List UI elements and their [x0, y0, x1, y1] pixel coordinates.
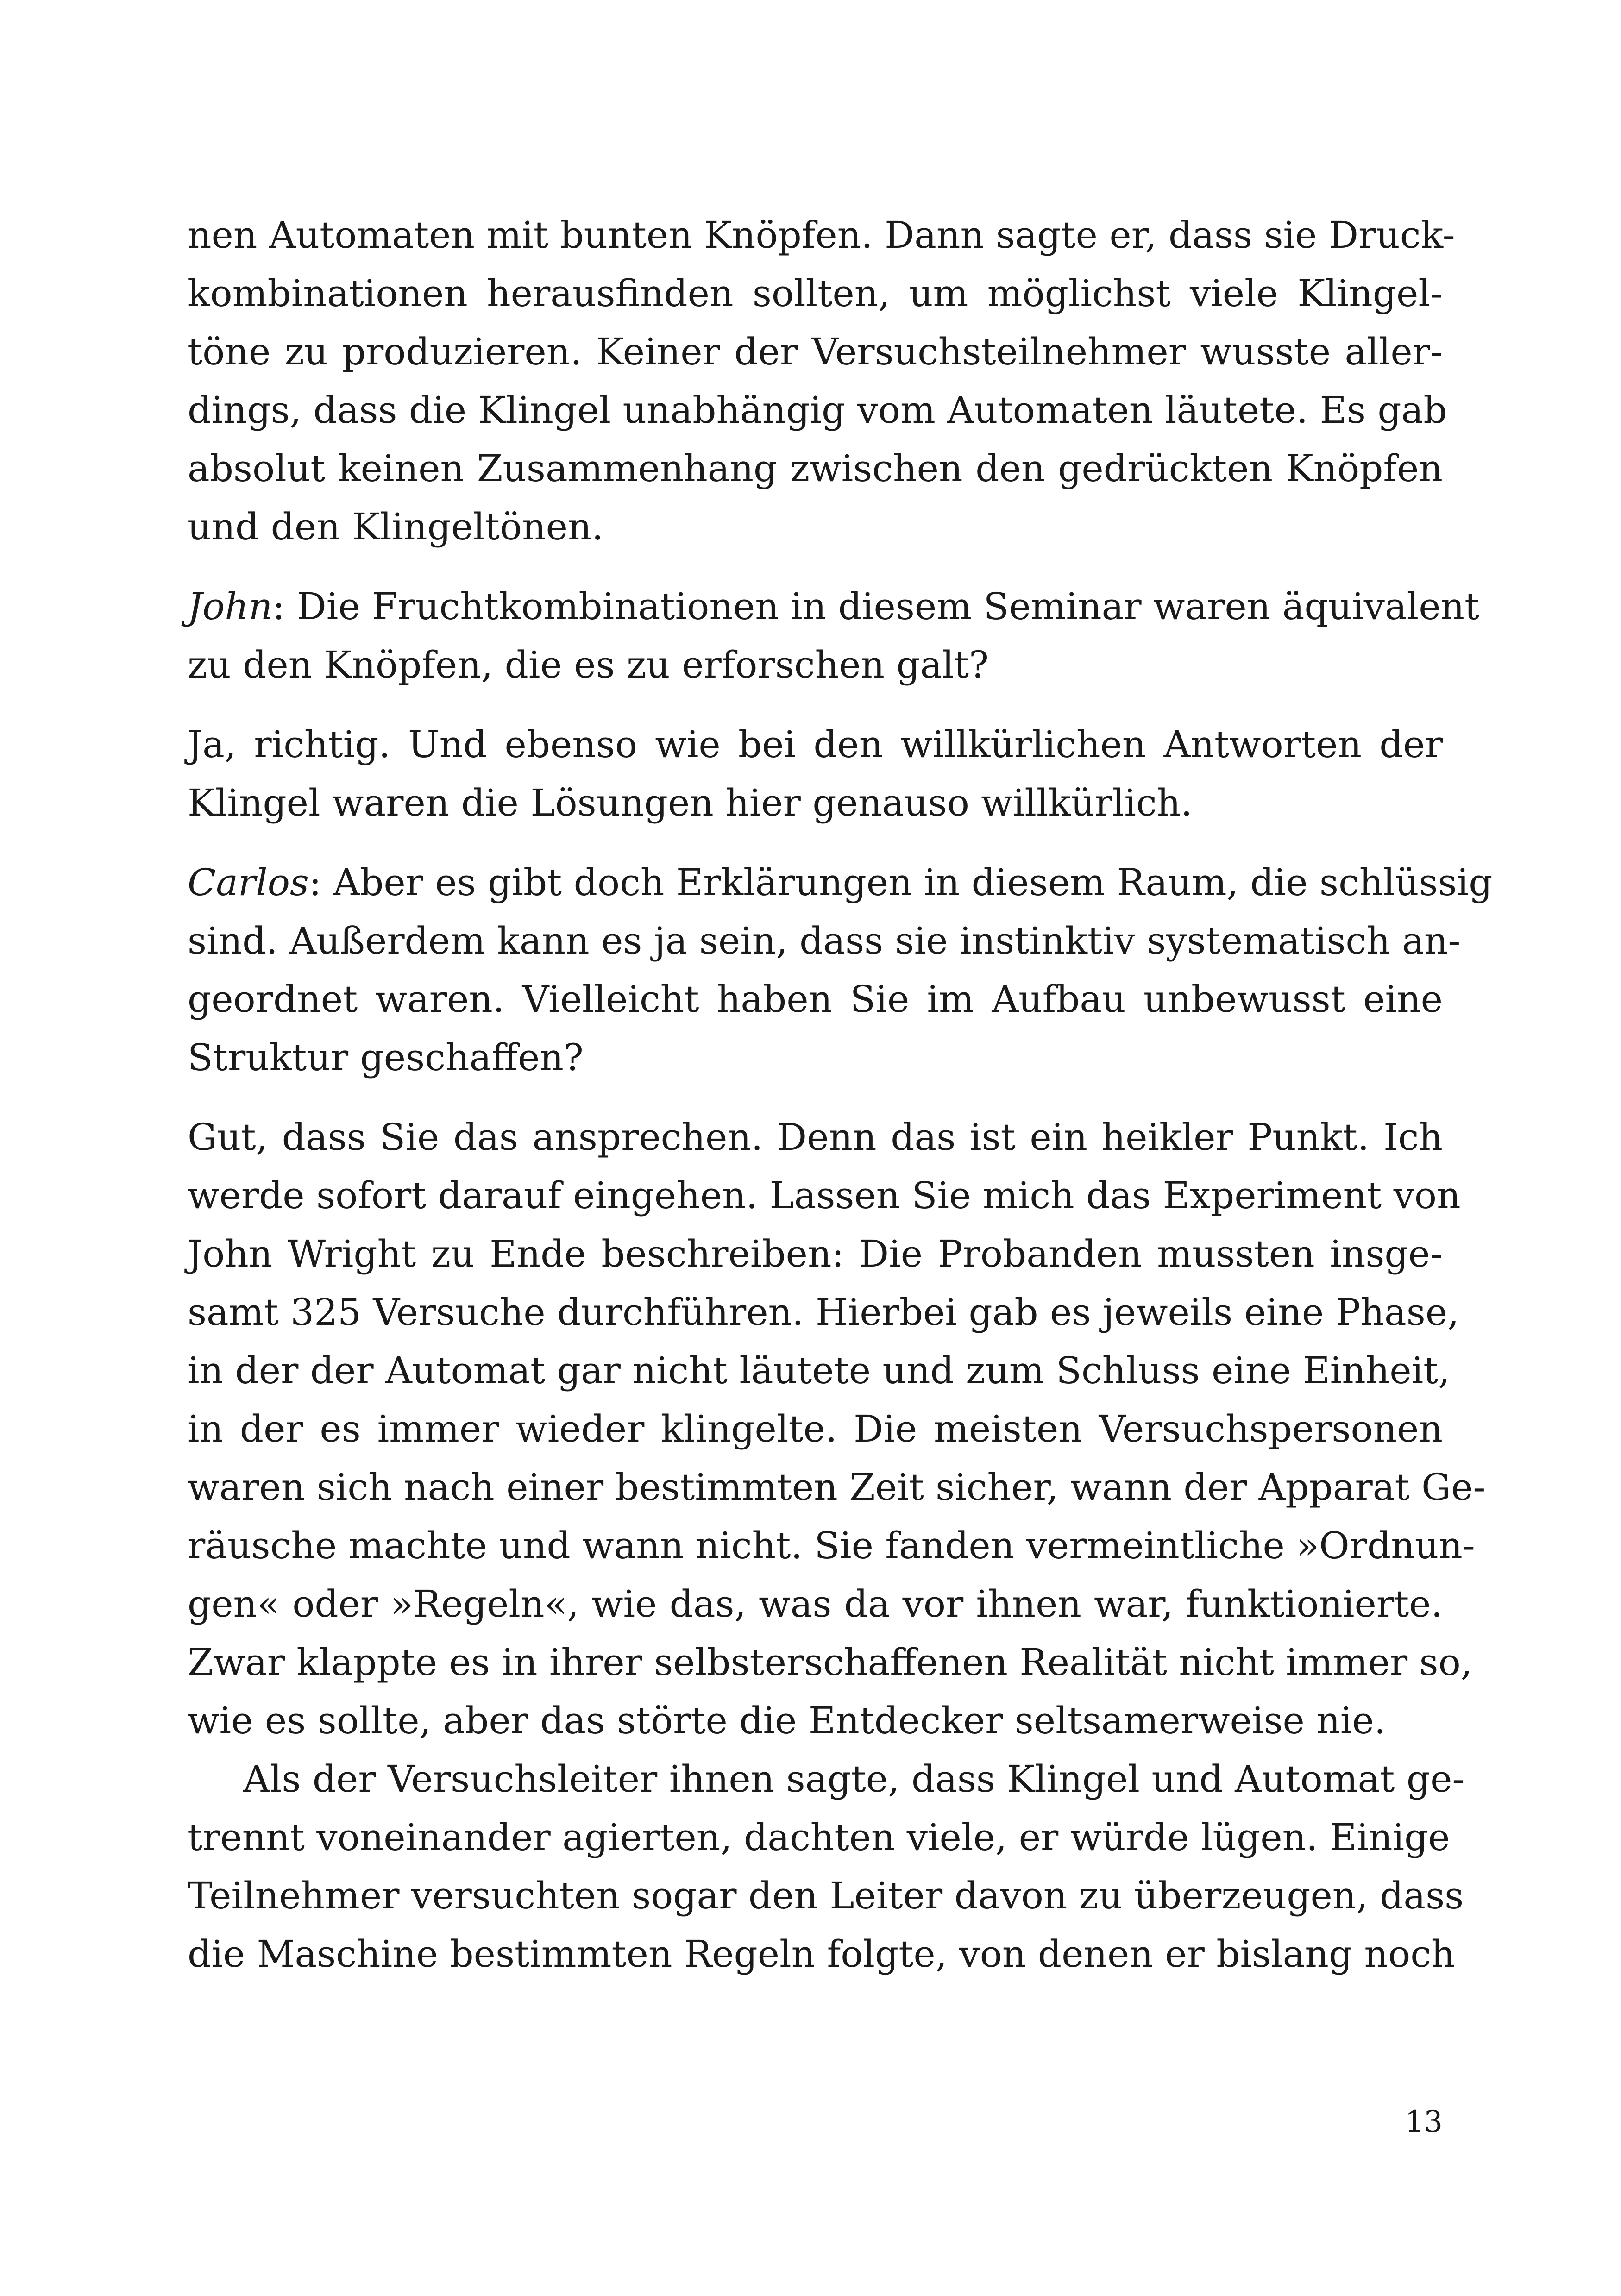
speaker-text: : Aber es gibt doch Erklärungen in diesem Raum, die schlüssig [308, 861, 1493, 904]
text-line: geordnet waren. Vielleicht haben Sie im Aufbau unbewusst eine [188, 978, 1443, 1021]
text-line: sind. Außerdem kann es ja sein, dass sie instinktiv systematisch an- [188, 919, 1461, 962]
text-line: wie es sollte, aber das störte die Entdecker seltsamerweise nie. [188, 1699, 1386, 1742]
page-number: 13 [1405, 2105, 1443, 2139]
text-line: zu den Knöpfen, die es zu erforschen galt? [188, 643, 989, 686]
text-line: Struktur geschaffen? [188, 1036, 584, 1079]
text-line: Teilnehmer versuchten sogar den Leiter davon zu überzeugen, dass [188, 1874, 1464, 1917]
text-line: trennt voneinander agierten, dachten viele, er würde lügen. Einige [188, 1816, 1450, 1859]
text-line: die Maschine bestimmten Regeln folgte, von denen er bislang noch [188, 1932, 1455, 1976]
speaker-name: John [188, 585, 273, 628]
book-page-body [188, 206, 1493, 2005]
text-line: Als der Versuchsleiter ihnen sagte, dass Klingel und Automat ge- [243, 1757, 1465, 1800]
paragraph-experiment-intro [188, 206, 1455, 556]
paragraph-john-question [188, 577, 1480, 694]
text-line: samt 325 Versuche durchführen. Hierbei gab es jeweils eine Phase, [188, 1291, 1459, 1334]
text-line: absolut keinen Zusammenhang zwischen den gedrückten Knöpfen [188, 447, 1443, 490]
speaker-text: : Die Fruchtkombinationen in diesem Seminar waren äquivalent [272, 585, 1480, 628]
text-line: Ja, richtig. Und ebenso wie bei den willkürlichen Antworten der [188, 723, 1443, 766]
text-line: und den Klingeltönen. [188, 505, 603, 548]
text-line: waren sich nach einer bestimmten Zeit sicher, wann der Apparat Ge- [188, 1466, 1486, 1509]
text-line: räusche machte und wann nicht. Sie fanden vermeintliche »Ordnun- [188, 1524, 1475, 1567]
text-line: nen Automaten mit bunten Knöpfen. Dann sagte er, dass sie Druck- [188, 213, 1455, 257]
paragraph-experimenter-reveal [188, 1750, 1465, 1983]
text-line: kombinationen herausfinden sollten, um möglichst viele Klingel- [188, 272, 1443, 315]
text-line: dings, dass die Klingel unabhängig vom Automaten läutete. Es gab [188, 389, 1447, 432]
text-line [188, 577, 1480, 636]
paragraph-answer-john [188, 715, 1443, 832]
text-line [188, 853, 1493, 912]
paragraph-carlos-question [188, 853, 1493, 1087]
text-line: Gut, dass Sie das ansprechen. Denn das ist ein heikler Punkt. Ich [188, 1116, 1443, 1159]
text-line: Zwar klappte es in ihrer selbsterschaffenen Realität nicht immer so, [188, 1641, 1473, 1684]
text-line: in der der Automat gar nicht läutete und zum Schluss eine Einheit, [188, 1349, 1450, 1392]
text-line: töne zu produzieren. Keiner der Versuchsteilnehmer wusste aller- [188, 330, 1443, 373]
text-line: in der es immer wieder klingelte. Die meisten Versuchspersonen [188, 1407, 1443, 1450]
text-line: John Wright zu Ende beschreiben: Die Probanden mussten insge- [188, 1232, 1443, 1275]
speaker-name: Carlos [188, 861, 309, 904]
text-line: gen« oder »Regeln«, wie das, was da vor ihnen war, funktionierte. [188, 1582, 1443, 1625]
paragraph-experiment-description [188, 1108, 1486, 1750]
text-line: Klingel waren die Lösungen hier genauso willkürlich. [188, 781, 1193, 824]
text-line: werde sofort darauf eingehen. Lassen Sie mich das Experiment von [188, 1174, 1461, 1217]
